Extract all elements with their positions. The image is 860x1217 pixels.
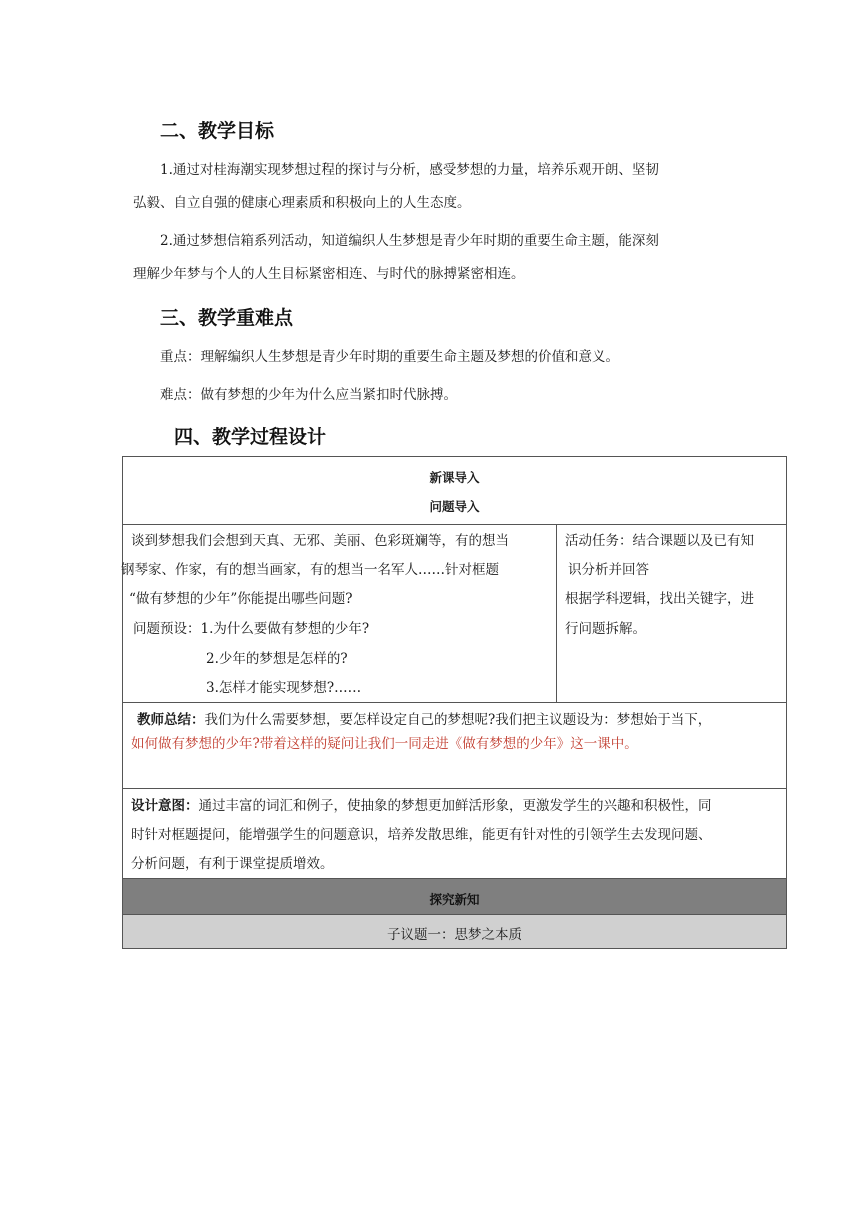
subtopic-row — [123, 915, 786, 948]
intro-title: 新课导入 — [429, 470, 480, 485]
section-heading-goals: 二、教学目标 — [160, 120, 275, 142]
design-line-3: 分析问题，有利于课堂提质增效。 — [131, 856, 334, 872]
right-line: 活动任务：结合课题以及已有知 — [565, 533, 754, 549]
subtopic-1: 子议题一：思梦之本质 — [387, 927, 522, 943]
explore-title: 探究新知 — [429, 892, 480, 907]
design-line-2: 时针对框题提问，能增强学生的问题意识，培养发散思维，能更有针对性的引领学生去发现问题、 — [131, 827, 712, 843]
goal-1-line-2: 弘毅、自立自强的健康心理素质和积极向上的人生态度。 — [133, 195, 471, 211]
explore-header — [123, 879, 786, 914]
section-heading-key-points: 三、教学重难点 — [160, 307, 294, 329]
key-point-text: 重点：理解编织人生梦想是青少年时期的重要生命主题及梦想的价值和意义。 — [160, 349, 619, 365]
section-heading-process: 四、教学过程设计 — [174, 426, 327, 448]
column-divider — [556, 524, 557, 702]
summary-red-text: 如何做有梦想的少年?带着这样的疑问让我们一同走进《做有梦想的少年》这一课中。 — [131, 736, 638, 752]
intro-subtitle: 问题导入 — [429, 499, 480, 514]
teacher-summary — [137, 708, 711, 728]
summary-label: 教师总结： — [137, 712, 205, 728]
row-divider — [123, 788, 786, 789]
left-line: 谈到梦想我们会想到天真、无邪、美丽、色彩斑斓等，有的想当 — [131, 533, 509, 549]
right-line: 识分析并回答 — [568, 562, 649, 578]
difficult-point-text: 难点：做有梦想的少年为什么应当紧扣时代脉搏。 — [160, 387, 457, 403]
left-line: 钢琴家、作家，有的想当画家，有的想当一名军人……针对框题 — [121, 562, 499, 578]
left-line: 3.怎样才能实现梦想?…… — [206, 680, 362, 696]
summary-text: 我们为什么需要梦想，要怎样设定自己的梦想呢?我们把主议题设为：梦想始于当下， — [204, 712, 712, 728]
design-intent — [131, 794, 712, 814]
right-line: 根据学科逻辑，找出关键字，进 — [565, 591, 754, 607]
goal-2-line-1: 2.通过梦想信箱系列活动，知道编织人生梦想是青少年时期的重要生命主题，能深刻 — [160, 233, 659, 249]
left-line: 问题预设：1.为什么要做有梦想的少年? — [133, 621, 370, 637]
row-divider — [123, 524, 786, 525]
right-line: 行问题拆解。 — [565, 621, 646, 637]
design-line-1: 通过丰富的词汇和例子，使抽象的梦想更加鲜活形象，更激发学生的兴趣和积极性，同 — [198, 798, 712, 814]
teaching-process-table — [122, 456, 787, 949]
goal-1-line-1: 1.通过对桂海潮实现梦想过程的探讨与分析，感受梦想的力量，培养乐观开朗、坚韧 — [160, 162, 659, 178]
design-label: 设计意图： — [131, 798, 199, 814]
row-divider — [123, 702, 786, 703]
left-line: “做有梦想的少年”你能提出哪些问题? — [129, 591, 353, 607]
left-line: 2.少年的梦想是怎样的? — [206, 651, 348, 667]
goal-2-line-2: 理解少年梦与个人的人生目标紧密相连、与时代的脉搏紧密相连。 — [133, 266, 525, 282]
